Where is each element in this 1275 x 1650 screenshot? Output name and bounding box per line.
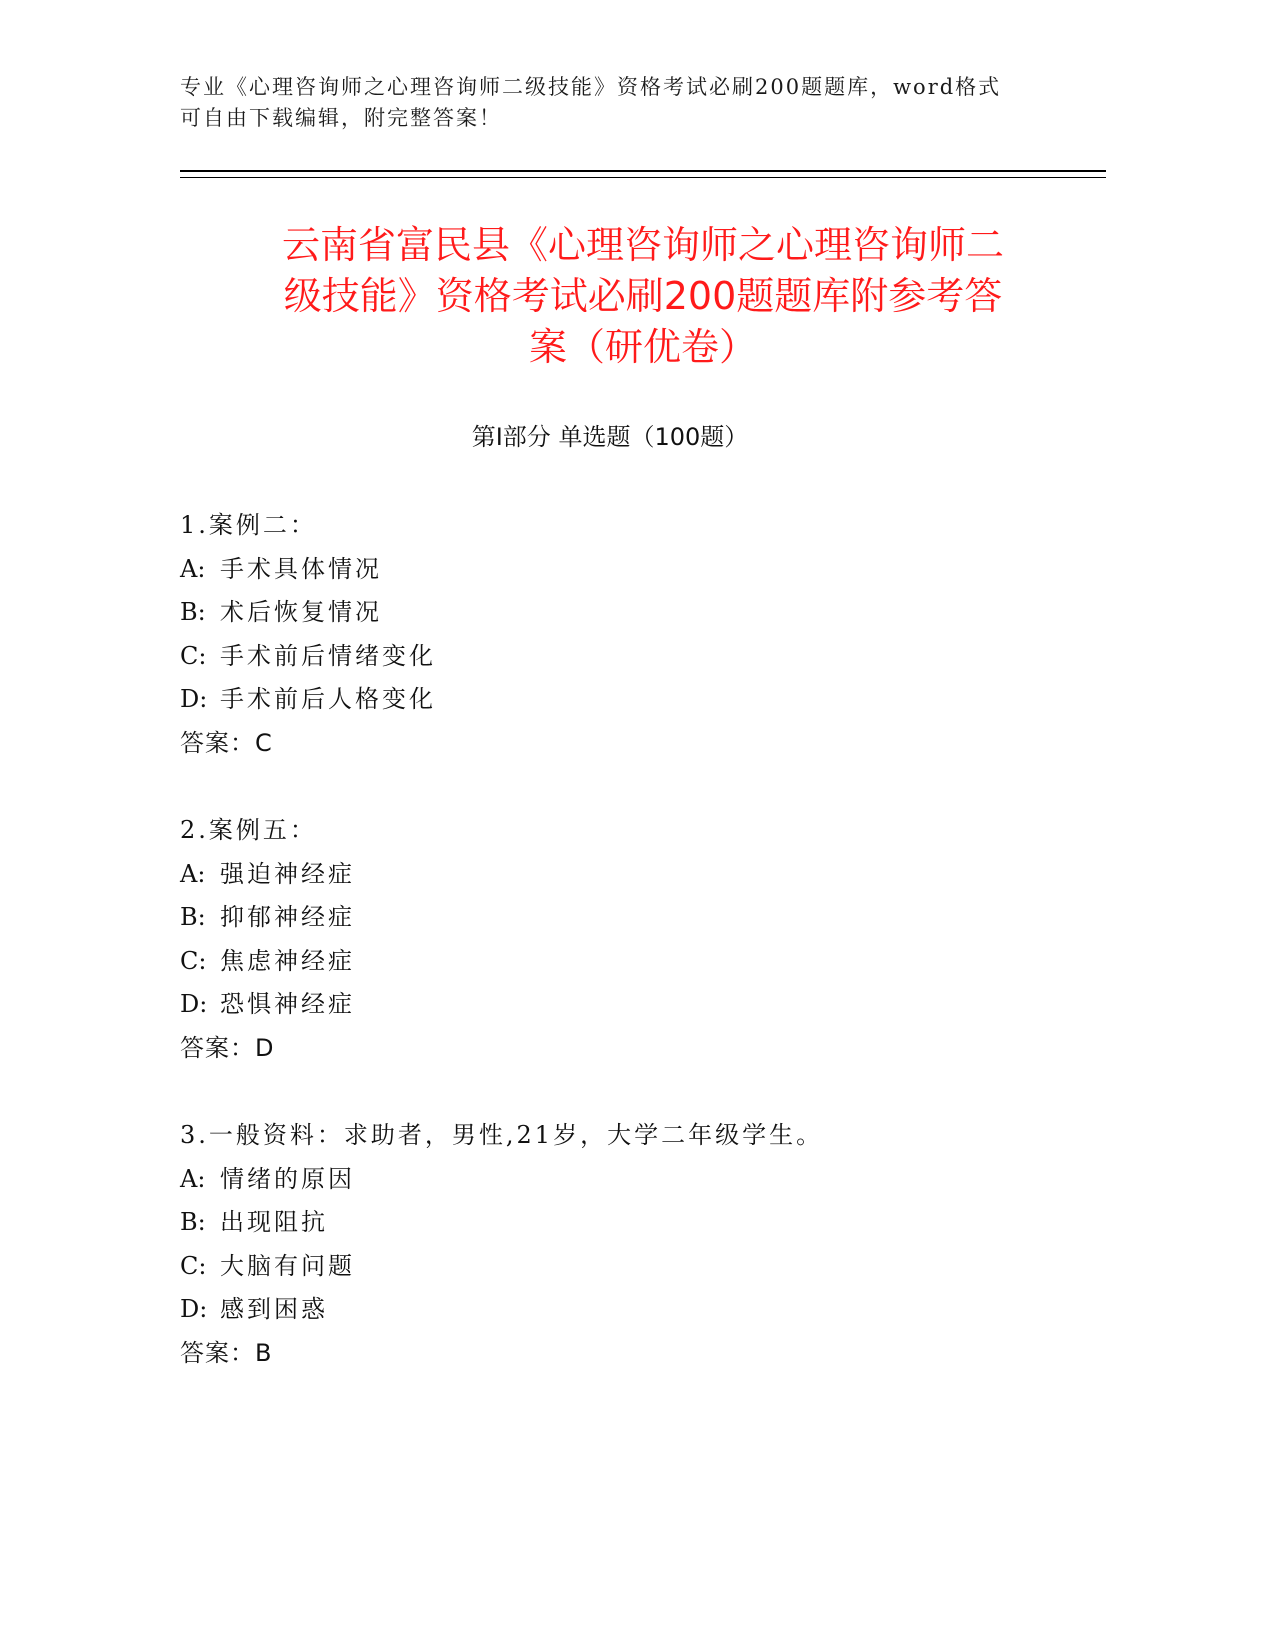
option-b — [180, 594, 1080, 638]
option-key: D: — [180, 685, 208, 713]
option-text: 出现阻抗 — [220, 1208, 328, 1236]
option-c — [180, 1248, 1080, 1292]
answer-line: 答案：C — [180, 728, 273, 757]
option-text: 手术具体情况 — [220, 554, 382, 583]
option-key: D: — [180, 990, 208, 1018]
option-key: A: — [180, 1164, 206, 1193]
option-key: B: — [180, 598, 206, 626]
option-text: 手术前后人格变化 — [220, 685, 436, 713]
question-3 — [180, 1117, 1080, 1378]
question-1 — [180, 507, 1080, 768]
option-text: 大脑有问题 — [220, 1251, 355, 1280]
option-key: A: — [180, 859, 206, 888]
header-note — [180, 72, 1040, 134]
header-rule-thick — [180, 170, 1106, 172]
title-line-3: 案（研优卷） — [528, 325, 757, 369]
option-text: 抑郁神经症 — [220, 903, 355, 931]
option-key: B: — [180, 903, 206, 931]
option-text: 手术前后情绪变化 — [220, 641, 436, 670]
option-a — [180, 856, 1080, 900]
option-a — [180, 1161, 1080, 1205]
option-text: 情绪的原因 — [220, 1164, 355, 1193]
option-d — [180, 986, 1080, 1030]
document-title — [180, 220, 1106, 373]
question-stem: 3.一般资料：求助者，男性,21岁，大学二年级学生。 — [180, 1121, 824, 1149]
option-text: 恐惧神经症 — [220, 990, 355, 1018]
title-line-2: 级技能》资格考试必刷200题题库附参考答 — [283, 274, 1003, 318]
title-line-1: 云南省富民县《心理咨询师之心理咨询师二 — [281, 223, 1004, 267]
option-key: D: — [180, 1295, 208, 1323]
option-b — [180, 899, 1080, 943]
option-text: 焦虑神经症 — [220, 946, 355, 975]
option-text: 强迫神经症 — [220, 859, 355, 888]
answer-line: 答案：D — [180, 1033, 275, 1062]
option-key: C: — [180, 641, 207, 670]
option-a — [180, 551, 1080, 595]
option-c — [180, 638, 1080, 682]
option-b — [180, 1204, 1080, 1248]
header-rule-thin — [180, 177, 1106, 178]
question-stem: 2.案例五： — [180, 816, 317, 844]
option-d — [180, 681, 1080, 725]
option-text: 感到困惑 — [220, 1295, 328, 1323]
section-heading: 第Ⅰ部分 单选题（100题） — [471, 423, 749, 451]
option-key: C: — [180, 1251, 207, 1280]
option-key: C: — [180, 946, 207, 975]
question-2 — [180, 812, 1080, 1073]
option-key: B: — [180, 1208, 206, 1236]
header-note-line-2: 可自由下载编辑，附完整答案！ — [180, 106, 502, 130]
header-note-line-1: 专业《心理咨询师之心理咨询师二级技能》资格考试必刷200题题库，word格式 — [180, 75, 1002, 99]
option-c — [180, 943, 1080, 987]
option-d — [180, 1291, 1080, 1335]
option-text: 术后恢复情况 — [220, 598, 382, 626]
question-stem: 1.案例二： — [180, 511, 317, 539]
answer-line: 答案：B — [180, 1338, 273, 1367]
option-key: A: — [180, 554, 206, 583]
